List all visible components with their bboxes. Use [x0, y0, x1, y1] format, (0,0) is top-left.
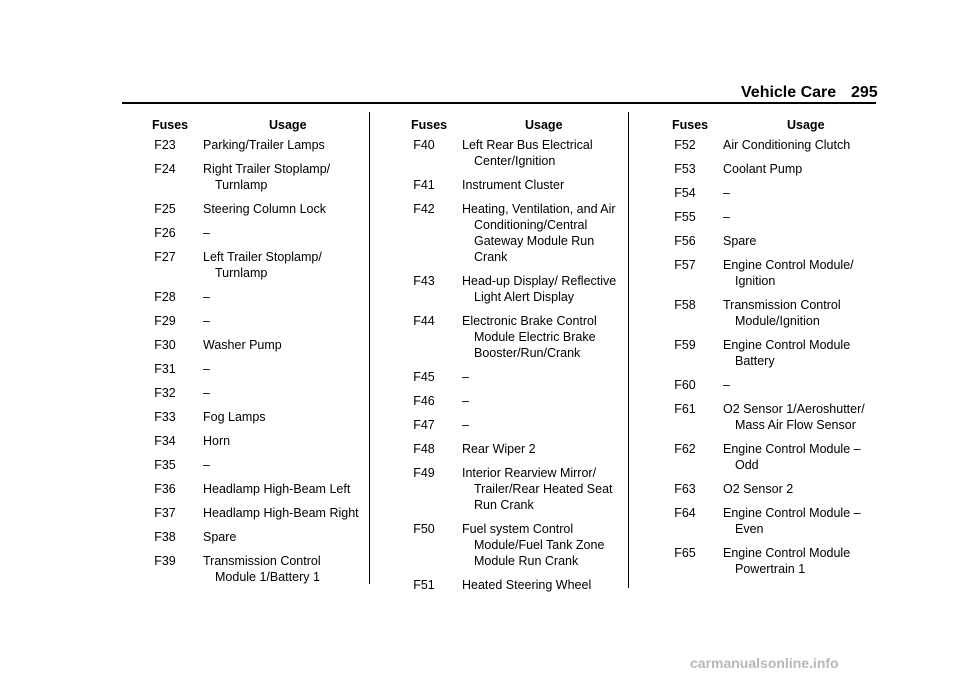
fuse-id: F31: [154, 362, 176, 376]
table-row: [143, 201, 365, 217]
fuse-usage: –: [203, 386, 210, 400]
table-row: [402, 465, 624, 513]
fuse-usage: Fog Lamps: [203, 410, 266, 424]
table-row: [663, 545, 885, 577]
fuse-id: F50: [413, 522, 435, 536]
fuse-usage: –: [203, 226, 210, 240]
table-row: [663, 505, 885, 537]
table-row: [402, 417, 624, 433]
fuse-usage: Transmission Control Module 1/Battery 1: [203, 554, 321, 584]
fuse-id: F24: [154, 162, 176, 176]
table-row: [663, 441, 885, 473]
table-row: [402, 521, 624, 569]
fuse-id: F32: [154, 386, 176, 400]
fuse-usage: –: [462, 418, 469, 432]
table-row: [402, 313, 624, 361]
table-row: [402, 273, 624, 305]
fuse-id: F30: [154, 338, 176, 352]
page-number: 295: [851, 84, 878, 101]
fuse-id: F40: [413, 138, 435, 152]
fuse-id: F60: [674, 378, 696, 392]
fuse-id: F39: [154, 554, 176, 568]
heading-usage: Usage: [787, 118, 825, 132]
table-row: [402, 369, 624, 385]
fuse-usage: Heated Steering Wheel: [462, 578, 592, 592]
fuse-id: F27: [154, 250, 176, 264]
fuse-id: F52: [674, 138, 696, 152]
fuse-usage: –: [462, 370, 469, 384]
table-row: [143, 161, 365, 193]
fuse-id: F61: [674, 402, 696, 416]
fuse-usage: Air Conditioning Clutch: [723, 138, 851, 152]
table-row: [663, 161, 885, 177]
fuse-id: F51: [413, 578, 435, 592]
table-row: [143, 529, 365, 545]
fuse-rows: [143, 137, 365, 585]
table-row: [143, 313, 365, 329]
fuse-rows: [402, 137, 624, 593]
column-headings: [663, 117, 885, 137]
table-row: [143, 481, 365, 497]
fuse-id: F36: [154, 482, 176, 496]
table-row: [143, 289, 365, 305]
fuse-id: F26: [154, 226, 176, 240]
fuse-id: F62: [674, 442, 696, 456]
table-row: [143, 553, 365, 585]
fuse-id: F56: [674, 234, 696, 248]
watermark: carmanualsonline.info: [690, 655, 839, 671]
table-row: [143, 225, 365, 241]
fuse-usage: O2 Sensor 2: [723, 482, 794, 496]
fuse-usage: Engine Control Module/ Ignition: [723, 258, 854, 288]
fuse-id: F47: [413, 418, 435, 432]
table-row: [143, 457, 365, 473]
table-row: [143, 337, 365, 353]
table-row: [663, 137, 885, 153]
fuse-usage: Engine Control Module – Even: [723, 506, 861, 536]
fuse-id: F48: [413, 442, 435, 456]
heading-usage: Usage: [525, 118, 563, 132]
fuse-usage: Headlamp High-Beam Right: [203, 506, 359, 520]
fuse-usage: –: [723, 378, 730, 392]
fuse-id: F63: [674, 482, 696, 496]
heading-usage: Usage: [269, 118, 307, 132]
table-row: [143, 385, 365, 401]
fuse-usage: Horn: [203, 434, 231, 448]
heading-fuses: Fuses: [152, 118, 189, 132]
table-row: [663, 401, 885, 433]
fuse-usage: Fuel system Control Module/Fuel Tank Zone Module Run Crank: [462, 522, 605, 568]
fuse-usage: Transmission Control Module/Ignition: [723, 298, 841, 328]
fuse-id: F37: [154, 506, 176, 520]
table-row: [402, 441, 624, 457]
fuse-id: F23: [154, 138, 176, 152]
fuse-id: F38: [154, 530, 176, 544]
fuse-usage: Left Rear Bus Electrical Center/Ignition: [462, 138, 593, 168]
fuse-table-column-3: [663, 117, 885, 585]
fuse-usage: Engine Control Module – Odd: [723, 442, 861, 472]
fuse-id: F49: [413, 466, 435, 480]
table-row: [402, 393, 624, 409]
fuse-rows: [663, 137, 885, 577]
section-title: Vehicle Care: [741, 84, 837, 101]
table-row: [402, 577, 624, 593]
fuse-id: F53: [674, 162, 696, 176]
fuse-id: F59: [674, 338, 696, 352]
fuse-usage: –: [203, 290, 210, 304]
fuse-id: F44: [413, 314, 435, 328]
table-row: [663, 233, 885, 249]
column-headings: [143, 117, 365, 137]
table-row: [663, 257, 885, 289]
fuse-id: F28: [154, 290, 176, 304]
fuse-usage: Electronic Brake Control Module Electric Brake Booster/Run/Crank: [462, 314, 597, 360]
fuse-id: F55: [674, 210, 696, 224]
fuse-id: F41: [413, 178, 435, 192]
fuse-id: F29: [154, 314, 176, 328]
fuse-usage: –: [723, 186, 730, 200]
column-divider-1: [369, 112, 370, 584]
table-row: [663, 209, 885, 225]
table-row: [143, 361, 365, 377]
column-headings: [402, 117, 624, 137]
fuse-table-column-2: [402, 117, 624, 601]
fuse-usage: Spare: [723, 234, 757, 248]
fuse-usage: –: [723, 210, 730, 224]
fuse-usage: –: [203, 314, 210, 328]
fuse-table-column-1: [143, 117, 365, 593]
fuse-usage: Washer Pump: [203, 338, 282, 352]
table-row: [663, 481, 885, 497]
table-row: [663, 337, 885, 369]
table-row: [663, 185, 885, 201]
fuse-id: F42: [413, 202, 435, 216]
fuse-usage: Engine Control Module Powertrain 1: [723, 546, 851, 576]
fuse-id: F35: [154, 458, 176, 472]
fuse-usage: Coolant Pump: [723, 162, 803, 176]
fuse-usage: Parking/Trailer Lamps: [203, 138, 325, 152]
fuse-id: F43: [413, 274, 435, 288]
fuse-id: F45: [413, 370, 435, 384]
fuse-id: F34: [154, 434, 176, 448]
fuse-usage: –: [462, 394, 469, 408]
fuse-id: F33: [154, 410, 176, 424]
fuse-id: F57: [674, 258, 696, 272]
table-row: [143, 433, 365, 449]
fuse-usage: –: [203, 362, 210, 376]
table-row: [402, 201, 624, 265]
fuse-id: F54: [674, 186, 696, 200]
fuse-usage: Spare: [203, 530, 237, 544]
fuse-id: F64: [674, 506, 696, 520]
table-row: [402, 137, 624, 169]
table-row: [143, 409, 365, 425]
fuse-usage: Steering Column Lock: [203, 202, 326, 216]
table-row: [143, 137, 365, 153]
fuse-usage: Heating, Ventilation, and Air Conditioning/Central Gateway Module Run Crank: [462, 202, 616, 264]
fuse-usage: Instrument Cluster: [462, 178, 565, 192]
header-rule: [122, 102, 876, 104]
fuse-usage: Headlamp High-Beam Left: [203, 482, 351, 496]
fuse-usage: Interior Rearview Mirror/ Trailer/Rear Heated Seat Run Crank: [462, 466, 613, 512]
fuse-usage: Head-up Display/ Reflective Light Alert Display: [462, 274, 617, 304]
heading-fuses: Fuses: [411, 118, 448, 132]
column-divider-2: [628, 112, 629, 588]
table-row: [402, 177, 624, 193]
table-row: [663, 297, 885, 329]
fuse-usage: –: [203, 458, 210, 472]
table-row: [143, 249, 365, 281]
heading-fuses: Fuses: [672, 118, 709, 132]
table-row: [143, 505, 365, 521]
fuse-usage: O2 Sensor 1/Aeroshutter/ Mass Air Flow Sensor: [723, 402, 865, 432]
fuse-id: F46: [413, 394, 435, 408]
fuse-usage: Engine Control Module Battery: [723, 338, 851, 368]
fuse-id: F58: [674, 298, 696, 312]
fuse-usage: Left Trailer Stoplamp/ Turnlamp: [203, 250, 322, 280]
fuse-usage: Rear Wiper 2: [462, 442, 536, 456]
table-row: [663, 377, 885, 393]
fuse-id: F25: [154, 202, 176, 216]
fuse-id: F65: [674, 546, 696, 560]
fuse-usage: Right Trailer Stoplamp/ Turnlamp: [203, 162, 331, 192]
